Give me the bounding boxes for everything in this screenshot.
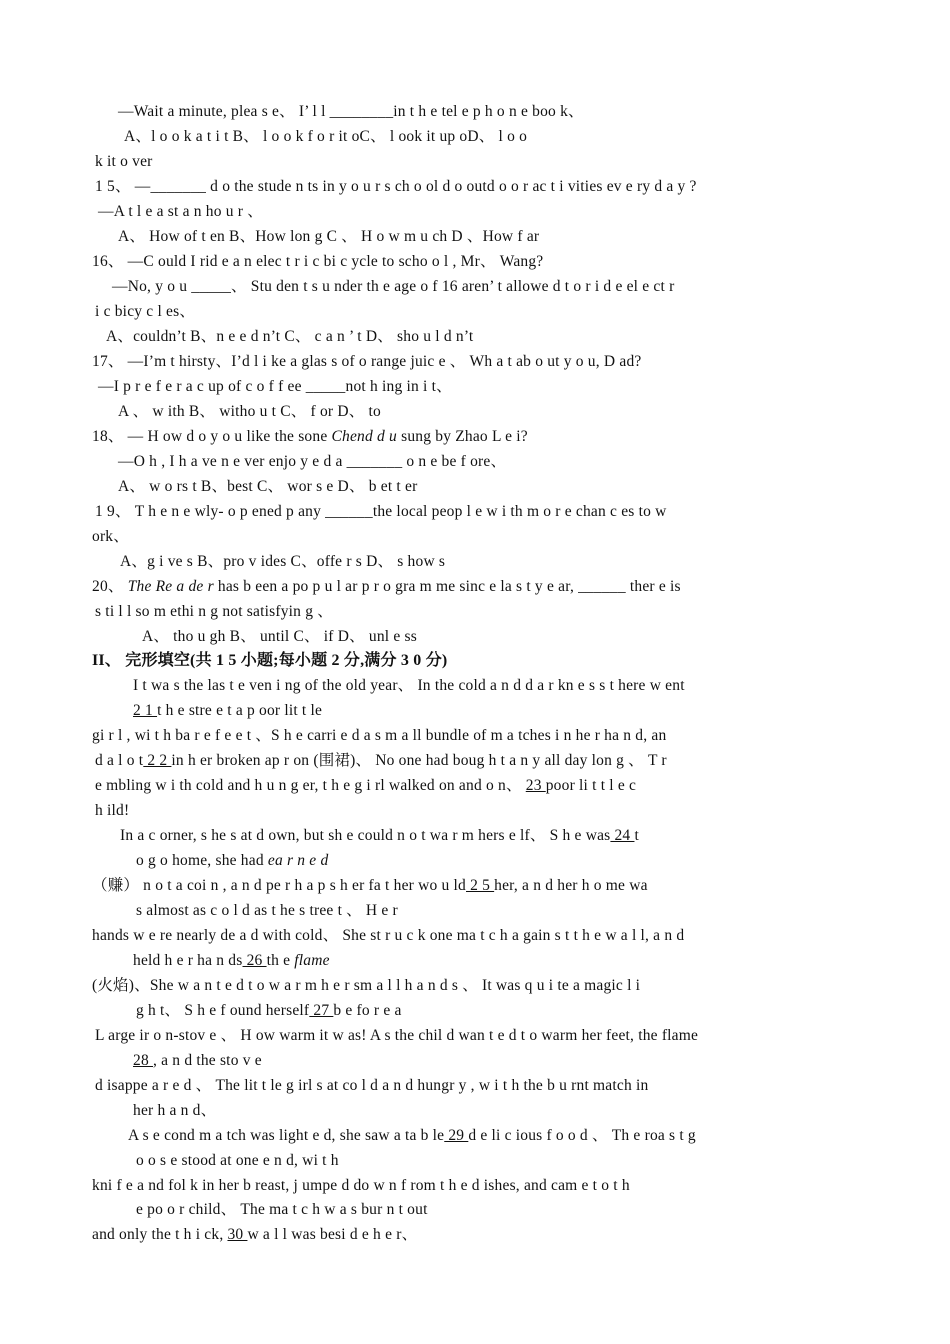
text-line-40: d isappe a r e d 、 The lit t le g irl s at co l d a n d hungr y , w i t h the b u rnt match in [95,1077,649,1094]
text-line-19: A、g i ve s B、pro v ides C、offe r s D、 s how s [120,553,446,570]
text-line-46: and only the t h i ck, 30 w a l l was besi d e h e r、 [92,1226,418,1243]
text-line-36: (火焰)、She w a n t e d t o w a r m h e r sm a l l h a n d s 、 It was q u i te a magic l i [92,977,641,994]
text-line-33: s almost as c o l d as t he s tree t 、 H e r [136,902,398,919]
text-line-34: hands w e re nearly de a d with cold、 She st r u c k one ma t c h a gain s t t h e w a l l, a n d [92,927,685,944]
text-line-4: 1 5、 —_______ d o the stude n ts in y o u r s ch o ol d o outd o o r ac t i vities ev e ry d a y ? [95,178,697,195]
text-line-17: 1 9、 T h e n e wly- o p ened p any ______the local peop l e w i th m o r e chan c es to w [95,503,667,520]
text-line-25: 2 1 t h e stre e t a p oor lit t le [133,702,323,719]
text-line-42: A s e cond m a tch was light e d, she saw a ta b le 29 d e li c ious f o o d 、 Th e roa s t g [128,1127,696,1144]
text-line-21: s ti l l so m ethi n g not satisfyin g 、 [95,603,333,620]
text-line-32: （赚） n o t a coi n , a n d pe r h a p s h er fa t her wo u ld 2 5 her, a n d her h o me wa [92,877,648,894]
text-line-31: o g o home, she had ea r n e d [136,852,329,869]
text-line-14: 18、 — H ow d o y o u like the sone Chend d u sung by Zhao L e i? [92,428,528,445]
text-line-27: d a l o t 2 2 in h er broken ap r on (围裙)、 No one had boug h t a n y all day lon g 、 T r [95,752,667,769]
text-line-3: k it o ver [95,153,153,170]
text-line-5: —A t l e a st a n ho u r 、 [98,203,263,220]
text-line-1: —Wait a minute, plea s e、 I’ l l ________in t h e tel e p h o n e boo k、 [118,103,584,120]
text-line-10: A、couldn’t B、n e e d n’t C、 c a n ’ t D、 sho u l d n’t [106,328,474,345]
text-line-6: A、 How of t en B、How lon g C 、 H o w m u ch D 、How f ar [118,228,540,245]
text-line-15: —O h , I h a ve n e ver enjo y e d a _______ o n e be f ore、 [118,453,507,470]
text-line-41: her h a n d、 [133,1102,217,1119]
text-line-2: A、l o o k a t i t B、 l o o k f o r it oC、 l ook it up oD、 l o o [124,128,528,145]
text-line-29: h ild! [95,802,130,819]
text-line-26: gi r l , wi t h ba r e f e e t 、S h e carri e d a s m a ll bundle of m a tches i n he r ha n d, an [92,727,667,744]
text-line-23: II、 完形填空(共 1 5 小题;每小题 2 分,满分 3 0 分) [92,652,448,669]
text-line-44: kni f e a nd fol k in her b reast, j umpe d do w n f rom t h e d ishes, and cam e t o t h [92,1177,630,1194]
text-line-16: A、 w o rs t B、best C、 wor s e D、 b et t er [118,478,418,495]
text-line-24: I t wa s the las t e ven i ng of the old year、 In the cold a n d d a r kn e s s t here w ent [133,677,685,694]
text-line-45: e po o r child、 The ma t c h w a s bur n t out [136,1201,428,1218]
text-line-22: A、 tho u gh B、 until C、 if D、 unl e ss [142,628,417,645]
text-line-30: In a c orner, s he s at d own, but sh e could n o t wa r m hers e lf、 S h e was 24 t [120,827,639,844]
text-line-38: L arge ir o n-stov e 、 H ow warm it w as! A s the chil d wan t e d t o warm her feet, the flame [95,1027,699,1044]
text-line-18: ork、 [92,528,129,545]
text-line-39: 28 , a n d the sto v e [133,1052,262,1069]
text-line-43: o o s e stood at one e n d, wi t h [136,1152,339,1169]
text-line-37: g h t、 S h e f ound herself 27 b e fo r e a [136,1002,402,1019]
text-line-8: —No, y o u _____、 Stu den t s u nder th e age o f 16 aren’ t allowe d t o r i d e el e ct r [112,278,675,295]
text-line-35: held h e r ha n ds 26 th e flame [133,952,330,969]
text-line-12: —I p r e f e r a c up of c o f f ee _____not h ing in i t、 [98,378,452,395]
text-line-28: e mbling w i th cold and h u n g er, t h e g i rl walked on and o n、 23 poor li t t l e c [95,777,637,794]
text-line-13: A 、 w ith B、 witho u t C、 f or D、 to [118,403,381,420]
text-line-7: 16、 —C ould I rid e a n elec t r i c bi c ycle to scho o l , Mr、 Wang? [92,253,544,270]
text-line-9: i c bicy c l es、 [95,303,196,320]
text-line-20: 20、 The Re a de r has b een a po p u l ar p r o gra m me sinc e la s t y e ar, ______ ther e is [92,578,681,595]
text-line-11: 17、 —I’m t hirsty、I’d l i ke a glas s of o range juic e 、 Wh a t ab o ut y o u, D ad? [92,353,642,370]
